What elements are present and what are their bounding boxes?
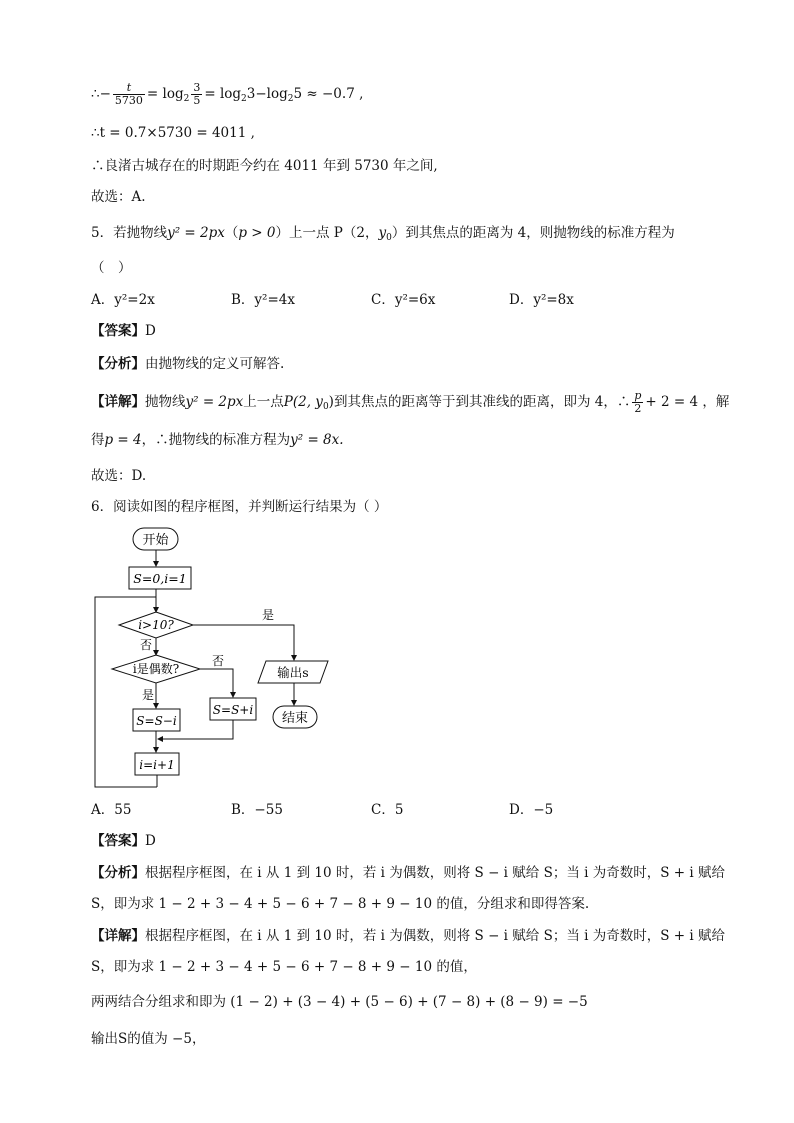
q6-option-a: A．55 (91, 802, 132, 818)
flow-yes2-label: 是 (141, 688, 155, 702)
flow-inc-label: i=i+1 (139, 758, 175, 772)
q5-answer: 【答案】D (91, 323, 156, 339)
q6-group-sum: 两两结合分组求和即为 (1 − 2) + (3 − 4) + (5 − 6) + (7 − 8) + (8 − 9) = −5 (91, 994, 588, 1010)
q6-output-line: 输出S的值为 −5， (91, 1031, 206, 1047)
q6-detail-line2: S，即为求 1 − 2 + 3 − 4 + 5 − 6 + 7 − 8 + 9 − 10 的值， (91, 959, 477, 975)
q6-stem: 6．阅读如图的程序框图，并判断运行结果为（ ） (91, 499, 388, 515)
q5-detail-line2: 得p = 4，∴抛物线的标准方程为y² = 8x. (91, 432, 344, 448)
flow-end-label: 结束 (281, 711, 309, 726)
q6-detail: 【详解】根据程序框图，在 i 从 1 到 10 时，若 i 为偶数，则将 S − i 赋给 S；当 i 为奇数时，S + i 赋给 (91, 928, 725, 944)
p-over-2-fraction: $\frac{p}{2}$ (634, 389, 642, 415)
q6-option-d: D．−5 (509, 802, 554, 818)
q6-analysis: 【分析】根据程序框图，在 i 从 1 到 10 时，若 i 为偶数，则将 S − i 赋给 S；当 i 为奇数时，S + i 赋给 (91, 865, 725, 881)
three-fifths-fraction: $\frac{3}{5}$ (193, 81, 201, 107)
t-over-5730-fraction: $\frac{t}{5730}$ (114, 81, 143, 107)
conclusion-line: ∴良渚古城存在的时期距今约在 4011 年到 5730 年之间, (91, 158, 438, 174)
q5-option-a: A．y²=2x (91, 292, 155, 308)
flow-yes1-label: 是 (261, 608, 275, 622)
q5-option-d: D．y²=8x (509, 292, 574, 308)
q5-paren: （ ） (91, 260, 132, 276)
flowchart (88, 525, 348, 793)
q5-stem: 5．若抛物线y² = 2px（p > 0）上一点 P（2，$y_0$）到其焦点的距离为 4，则抛物线的标准方程为 (91, 225, 675, 243)
therefore-minus: ∴− (91, 86, 111, 102)
q6-answer: 【答案】D (91, 833, 156, 849)
log-equation-line: ∴− $\frac{t}{5730}$ = $\log_2$ $\frac{3}{5}$ = $\log_23-\log_25 \approx -0.7$ , (91, 81, 364, 107)
flow-sub-label: S=S−i (136, 714, 177, 728)
q5-choose: 故选：D. (91, 468, 147, 484)
q5-option-c: C．y²=6x (371, 292, 436, 308)
flow-output-label: 输出s (277, 665, 309, 680)
flow-no1-label: 否 (139, 638, 153, 652)
q5-analysis: 【分析】由抛物线的定义可解答. (91, 356, 285, 372)
flow-cond1-label: i>10? (138, 618, 174, 632)
t-value-line: ∴t = 0.7×5730 = 4011 , (91, 125, 255, 141)
flow-start-label: 开始 (142, 533, 169, 548)
q6-option-c: C．5 (371, 802, 404, 818)
q6-option-b: B．−55 (231, 802, 283, 818)
q6-analysis-line2: S，即为求 1 − 2 + 3 − 4 + 5 − 6 + 7 − 8 + 9 − 10 的值，分组求和即得答案. (91, 896, 590, 912)
q5-option-b: B．y²=4x (231, 292, 295, 308)
flow-add-label: S=S+i (212, 703, 254, 717)
flow-no2-label: 否 (211, 654, 225, 668)
flow-init-label: S=0,i=1 (133, 571, 187, 586)
choose-a-line: 故选：A. (91, 189, 146, 205)
flow-cond2-label: i是偶数? (132, 662, 180, 676)
q5-detail: 【详解】抛物线y² = 2px上一点P(2, $y_0$)到其焦点的距离等于到其准线的距离，即为 4，∴ $\frac{p}{2}$ + 2 = 4 ，解 (91, 389, 730, 415)
